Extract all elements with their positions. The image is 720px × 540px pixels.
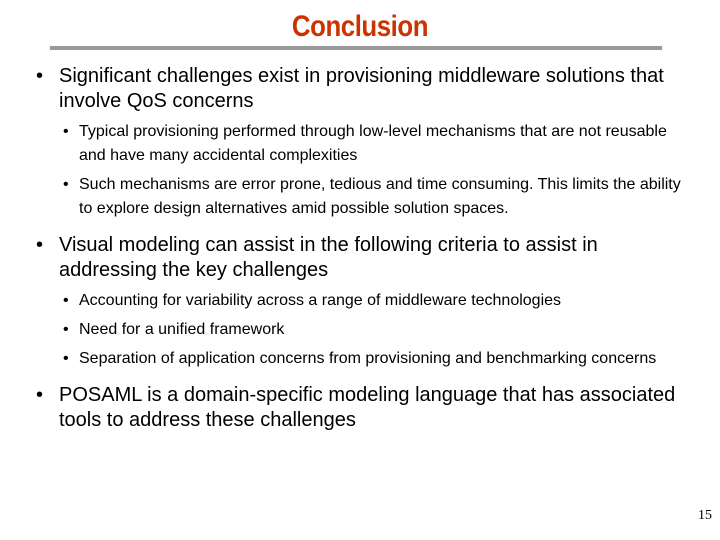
sub-bullet-text: Typical provisioning performed through low-level mechanisms that are not reusable and have many accidental complexities: [79, 123, 667, 164]
bullet-group-3: [36, 383, 696, 433]
bullet-group-1: [36, 64, 696, 221]
sub-bullet-glyph: •: [63, 350, 69, 367]
sub-bullet-text: Accounting for variability across a range of middleware technologies: [79, 292, 562, 309]
sub-bullet-glyph: •: [63, 176, 69, 193]
page-number: 15: [698, 508, 712, 523]
bullet-item: [36, 233, 696, 283]
slide-title: Conclusion: [291, 10, 429, 43]
sub-bullet-list: [36, 289, 696, 371]
sub-bullet-item: [36, 318, 696, 342]
sub-bullet-item: [36, 347, 696, 371]
bullet-glyph: •: [36, 384, 44, 406]
bullet-group-2: [36, 233, 696, 371]
bullet-item: [36, 64, 696, 114]
sub-bullet-glyph: •: [63, 321, 69, 338]
sub-bullet-item: [36, 173, 696, 221]
sub-bullet-text: Need for a unified framework: [79, 321, 285, 338]
bullet-text: Visual modeling can assist in the following criteria to assist in addressing the key challenges: [59, 234, 598, 281]
sub-bullet-glyph: •: [63, 292, 69, 309]
bullet-glyph: •: [36, 234, 44, 256]
sub-bullet-text: Such mechanisms are error prone, tedious and time consuming. This limits the ability to explore design alternatives amid possible solution spaces.: [79, 176, 681, 217]
title-divider: [50, 46, 662, 50]
slide-content: [36, 64, 696, 433]
bullet-text: Significant challenges exist in provisioning middleware solutions that involve QoS concerns: [59, 65, 664, 112]
bullet-glyph: •: [36, 65, 44, 87]
sub-bullet-text: Separation of application concerns from provisioning and benchmarking concerns: [79, 350, 657, 367]
sub-bullet-glyph: •: [63, 123, 69, 140]
sub-bullet-list: [36, 120, 696, 221]
bullet-item: [36, 383, 696, 433]
bullet-text: POSAML is a domain-specific modeling language that has associated tools to address these challenges: [59, 384, 676, 431]
sub-bullet-item: [36, 289, 696, 313]
sub-bullet-item: [36, 120, 696, 168]
